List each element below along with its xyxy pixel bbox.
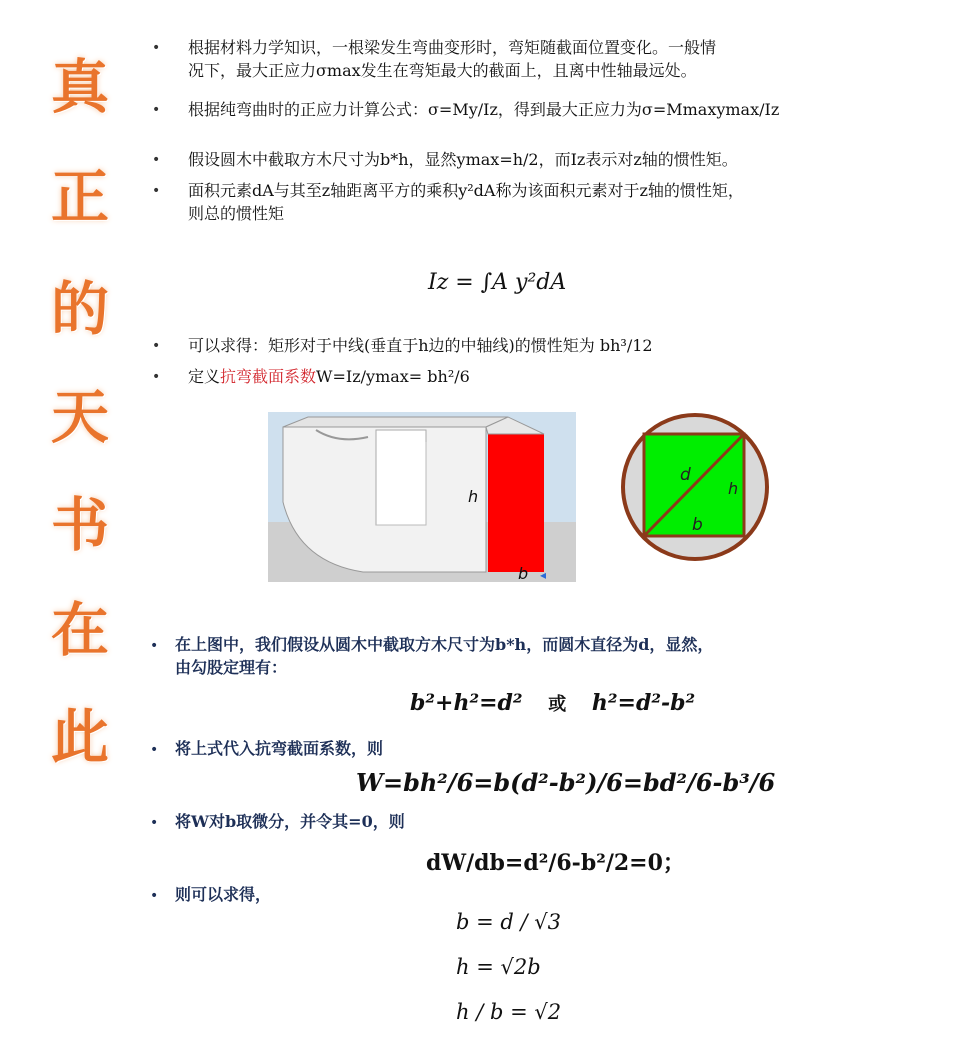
definition-formula: W=Iz/ymax= bh²/6	[316, 367, 470, 386]
lower-paragraph-1	[175, 633, 955, 679]
result-h: h = √2b	[456, 955, 541, 979]
bullet-line: 况下，最大正应力σmax发生在弯矩最大的截面上，且离中性轴最远处。	[188, 61, 697, 80]
bullet-text	[188, 179, 928, 225]
bullet-text: 可以求得：矩形对于中线(垂直于h边的中轴线)的惯性矩为 bh³/12	[188, 336, 653, 355]
cross-section-face	[488, 434, 544, 572]
bullet-dot: •	[152, 369, 161, 385]
bullet-line: 面积元素dA与其至z轴距离平方的乘积y²dA称为该面积元素对于z轴的惯性矩，	[188, 181, 744, 200]
lower-paragraph-3: 将W对b取微分，并令其=0，则	[175, 812, 405, 831]
bullet-line: 则总的惯性矩	[188, 204, 285, 223]
beam-diagram	[268, 412, 576, 582]
beam-h-label: h	[468, 487, 479, 506]
arrow-marker: ◂	[540, 568, 547, 582]
bullet-dot: •	[150, 815, 159, 831]
equation-part: h²=d²-b²	[591, 690, 696, 716]
bullet-text: 根据纯弯曲时的正应力计算公式：σ=My/Iz，得到最大正应力为σ=Mmaxymax/Iz	[188, 100, 780, 119]
title-char: 正	[50, 163, 109, 231]
bullet-text: 假设圆木中截取方木尺寸为b*h，显然ymax=h/2，而Iz表示对z轴的惯性矩。	[188, 150, 738, 169]
circle-b-label: b	[692, 515, 703, 535]
title-char: 的	[50, 275, 109, 343]
equation-or: 或	[548, 694, 567, 715]
section-modulus-equation: W=bh²/6=b(d²-b²)/6=bd²/6-b³/6	[356, 768, 776, 797]
lower-paragraph-4: 则可以求得，	[175, 885, 272, 904]
lower-paragraph-2: 将上式代入抗弯截面系数，则	[175, 739, 384, 758]
title-char: 书	[50, 491, 109, 559]
circle-h-label: h	[728, 479, 739, 498]
title-char: 天	[50, 383, 109, 451]
title-char: 在	[50, 596, 109, 664]
bullet-dot: •	[150, 888, 159, 904]
bullet-line: 根据材料力学知识，一根梁发生弯曲变形时，弯矩随截面位置变化。一般情	[188, 38, 717, 57]
pythagoras-equation	[410, 690, 695, 716]
derivative-equation: dW/db=d²/6-b²/2=0；	[426, 850, 685, 876]
definition-term: 抗弯截面系数	[220, 367, 317, 386]
bullet-dot: •	[150, 638, 159, 654]
result-ratio: h / b = √2	[456, 1000, 562, 1024]
result-b: b = d / √3	[456, 910, 561, 934]
definition-text	[188, 365, 928, 388]
definition-prefix: 定义	[188, 367, 221, 386]
bullet-text	[188, 36, 928, 82]
paragraph-line: 在上图中，我们假设从圆木中截取方木尺寸为b*h，而圆木直径为d，显然，	[175, 635, 714, 654]
bullet-dot: •	[152, 183, 161, 199]
bullet-dot: •	[152, 152, 161, 168]
bullet-dot: •	[150, 742, 159, 758]
beam-b-label: b	[518, 564, 529, 582]
circle-d-label: d	[680, 465, 691, 485]
title-char: 此	[50, 703, 109, 771]
title-char: 真	[50, 53, 109, 121]
equation-part: b²+h²=d²	[410, 690, 523, 716]
paragraph-line: 由勾股定理有：	[175, 658, 288, 677]
circle-diagram	[620, 412, 770, 562]
bullet-dot: •	[152, 338, 161, 354]
bullet-dot: •	[152, 40, 161, 56]
integral-formula: Iz = ∫A y²dA	[428, 270, 567, 295]
bullet-dot: •	[152, 102, 161, 118]
